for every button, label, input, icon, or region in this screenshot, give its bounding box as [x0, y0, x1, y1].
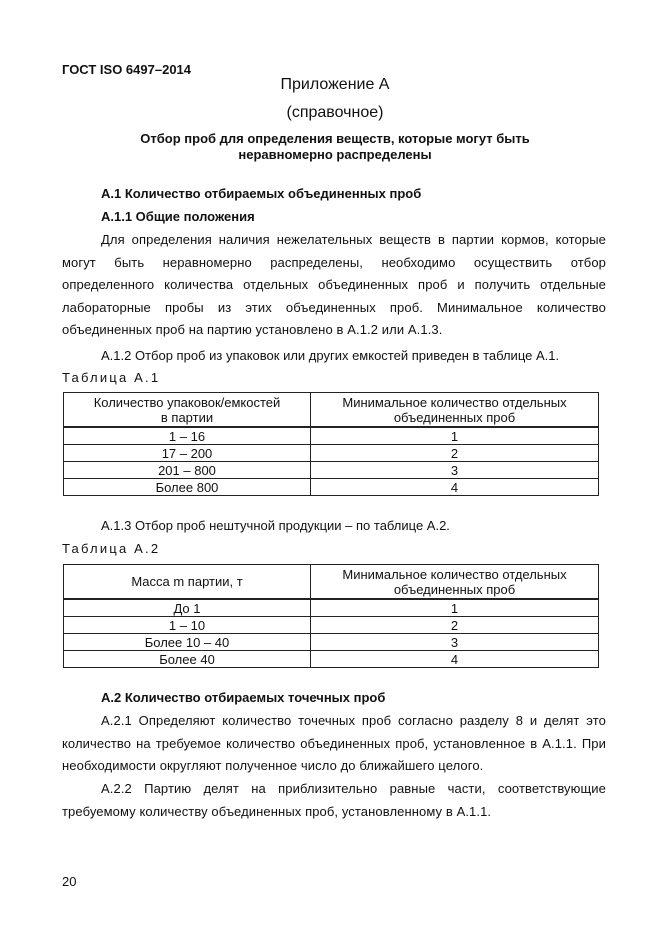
header-line: объединенных проб	[393, 581, 516, 597]
header-line: Минимальное количество отдельных	[342, 394, 567, 410]
section-a21-paragraph: А.2.1 Определяют количество точечных проб согласно разделу 8 и делят это количество на требуемое количество объединенных проб, установленное в А.1.1. При необходимости округляют полученное число до ближайшего целого.	[62, 713, 606, 773]
table-cell: 2	[311, 445, 599, 462]
table-cell: 1 – 10	[64, 617, 311, 634]
table-cell: Более 10 – 40	[64, 634, 311, 651]
section-a2-title: А.2 Количество отбираемых точечных проб	[101, 690, 386, 705]
table-a2-header-col2	[311, 565, 599, 600]
table-cell: 1	[311, 599, 599, 617]
header-line: объединенных проб	[393, 409, 516, 425]
table-a1-caption: Таблица А.1	[62, 370, 161, 385]
appendix-heading-line2: неравномерно распределены	[238, 147, 432, 162]
section-a12-text: А.1.2 Отбор проб из упаковок или других емкостей приведен в таблице А.1.	[101, 348, 560, 363]
appendix-heading-line1: Отбор проб для определения веществ, которые могут быть	[140, 131, 530, 146]
appendix-heading	[62, 131, 608, 163]
table-a1	[63, 392, 599, 496]
section-a11-paragraph: Для определения наличия нежелательных веществ в партии кормов, которые могут быть неравномерно распределены, необходимо осуществить отбор определенного количества отдельных объединенных проб и получить отдельные лабораторные пробы из этих объединенных проб. Минимальное количество объединенных проб на партию установлено в А.1.2 или А.1.3.	[62, 232, 606, 337]
header-line: в партии	[160, 409, 214, 425]
table-cell: 3	[311, 462, 599, 479]
table-a2-header-col1: Масса m партии, т	[64, 565, 311, 600]
table-cell: Более 40	[64, 651, 311, 668]
table-row	[64, 651, 599, 668]
table-cell: 1 – 16	[64, 427, 311, 445]
table-cell: До 1	[64, 599, 311, 617]
table-row	[64, 617, 599, 634]
table-row	[64, 445, 599, 462]
table-cell: 17 – 200	[64, 445, 311, 462]
page-number: 20	[62, 874, 77, 889]
table-cell: 4	[311, 651, 599, 668]
standard-designation: ГОСТ ISO 6497–2014	[62, 62, 192, 77]
section-a11-title: А.1.1 Общие положения	[101, 209, 255, 224]
section-a13-text: А.1.3 Отбор проб нештучной продукции – по таблице А.2.	[101, 518, 450, 533]
table-a2-caption: Таблица А.2	[62, 541, 161, 556]
appendix-title: Приложение А	[280, 76, 390, 93]
table-cell: 2	[311, 617, 599, 634]
table-cell: 3	[311, 634, 599, 651]
table-a1-header-col2	[311, 393, 599, 428]
table-row	[64, 427, 599, 445]
table-row	[64, 599, 599, 617]
table-header-row	[64, 565, 599, 600]
header-line: Количество упаковок/емкостей	[93, 394, 281, 410]
table-cell: 201 – 800	[64, 462, 311, 479]
table-cell: 1	[311, 427, 599, 445]
section-a22-paragraph: А.2.2 Партию делят на приблизительно равные части, соответствующие требуемому количеству объединенных проб, установленному в А.1.1.	[62, 781, 606, 819]
table-header-row	[64, 393, 599, 428]
section-a1-title: А.1 Количество отбираемых объединенных проб	[101, 186, 422, 201]
table-a2	[63, 564, 599, 668]
header-line: Минимальное количество отдельных	[342, 566, 567, 582]
table-cell: 4	[311, 479, 599, 496]
table-a1-header-col1	[64, 393, 311, 428]
table-row	[64, 462, 599, 479]
table-cell: Более 800	[64, 479, 311, 496]
appendix-subtitle: (справочное)	[286, 104, 384, 121]
table-row	[64, 479, 599, 496]
table-row	[64, 634, 599, 651]
